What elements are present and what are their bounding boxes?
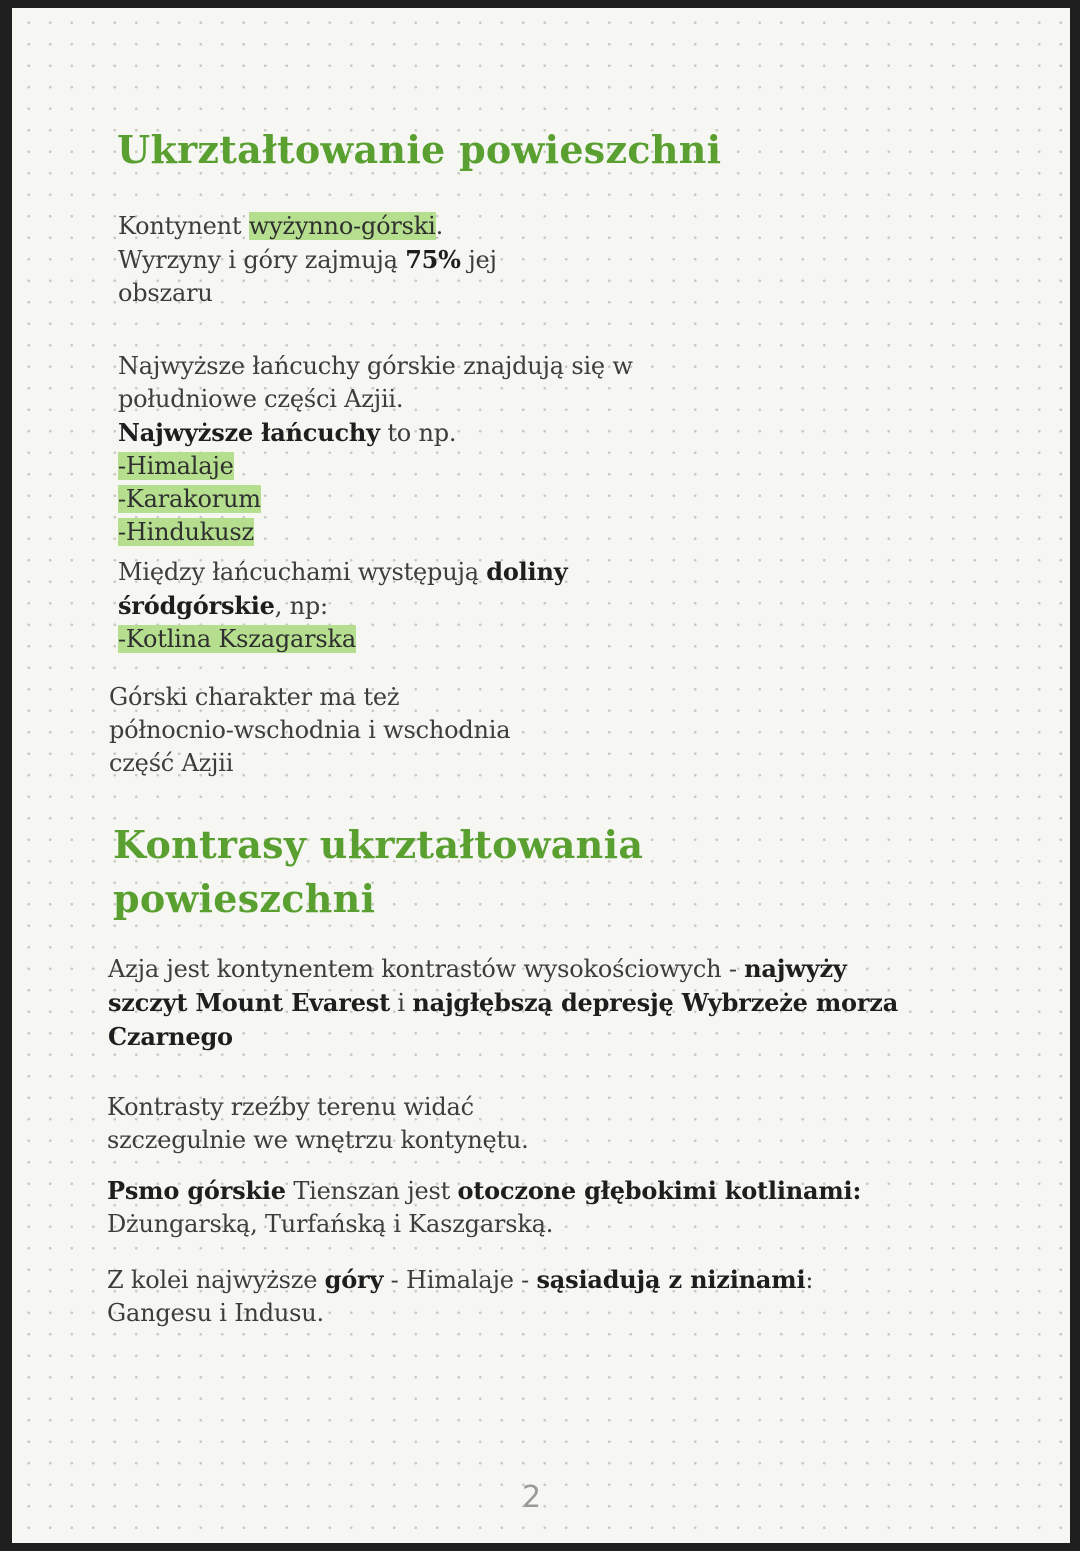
bold-75-percent: 75% [405, 245, 461, 274]
paragraph-relief-contrasts: Kontrasty rzeźby terenu widać szczegulnie we wnętrzu kontynętu. [107, 1093, 529, 1154]
page-number: 2 [522, 1480, 542, 1515]
list-item-basin: -Kotlina Kszagarska [118, 625, 356, 653]
paragraph-continent-type: Kontynent wyżynno-górski. Wyrzyny i góry zajmują 75% jej obszaru [118, 212, 497, 307]
list-item-range: -Karakorum [118, 485, 261, 513]
section-title-surface: Ukrztałtowanie powieszchni [117, 127, 722, 172]
paragraph-himalaya-lowlands: Z kolei najwyższe góry - Himalaje - sąsiadują z nizinami: Gangesu i Indusu. [107, 1265, 814, 1327]
section-title-contrasts: Kontrasy ukrztałtowania powieszchni [113, 822, 644, 921]
paragraph-mountain-character: Górski charakter ma też północnio-wschodnia i wschodnia część Azjii [109, 683, 511, 777]
list-item-range: -Himalaje [118, 452, 234, 480]
notebook-page [12, 8, 1070, 1543]
list-item-range: -Hindukusz [118, 518, 254, 546]
paragraph-valleys: Między łańcuchami występują doliny śródgórskie, np: -Kotlina Kszagarska [118, 557, 568, 653]
paragraph-tienshan: Psmo górskie Tienszan jest otoczone głębokimi kotlinami: Dżungarską, Turfańską i Kaszgarską. [107, 1176, 862, 1238]
paragraph-highest-ranges: Najwyższe łańcuchy górskie znajdują się w południowe części Azjii. Najwyższe łańcuchy to np. -Himalaje -Karakorum -Hindukusz [118, 352, 633, 546]
paragraph-height-contrasts: Azja jest kontynentem kontrastów wysokościowych - najwyży szczyt Mount Evarest i najgłębszą depresję Wybrzeże morza Czarnego [108, 954, 899, 1051]
highlight-highland-mountain: wyżynno-górski [248, 212, 436, 240]
